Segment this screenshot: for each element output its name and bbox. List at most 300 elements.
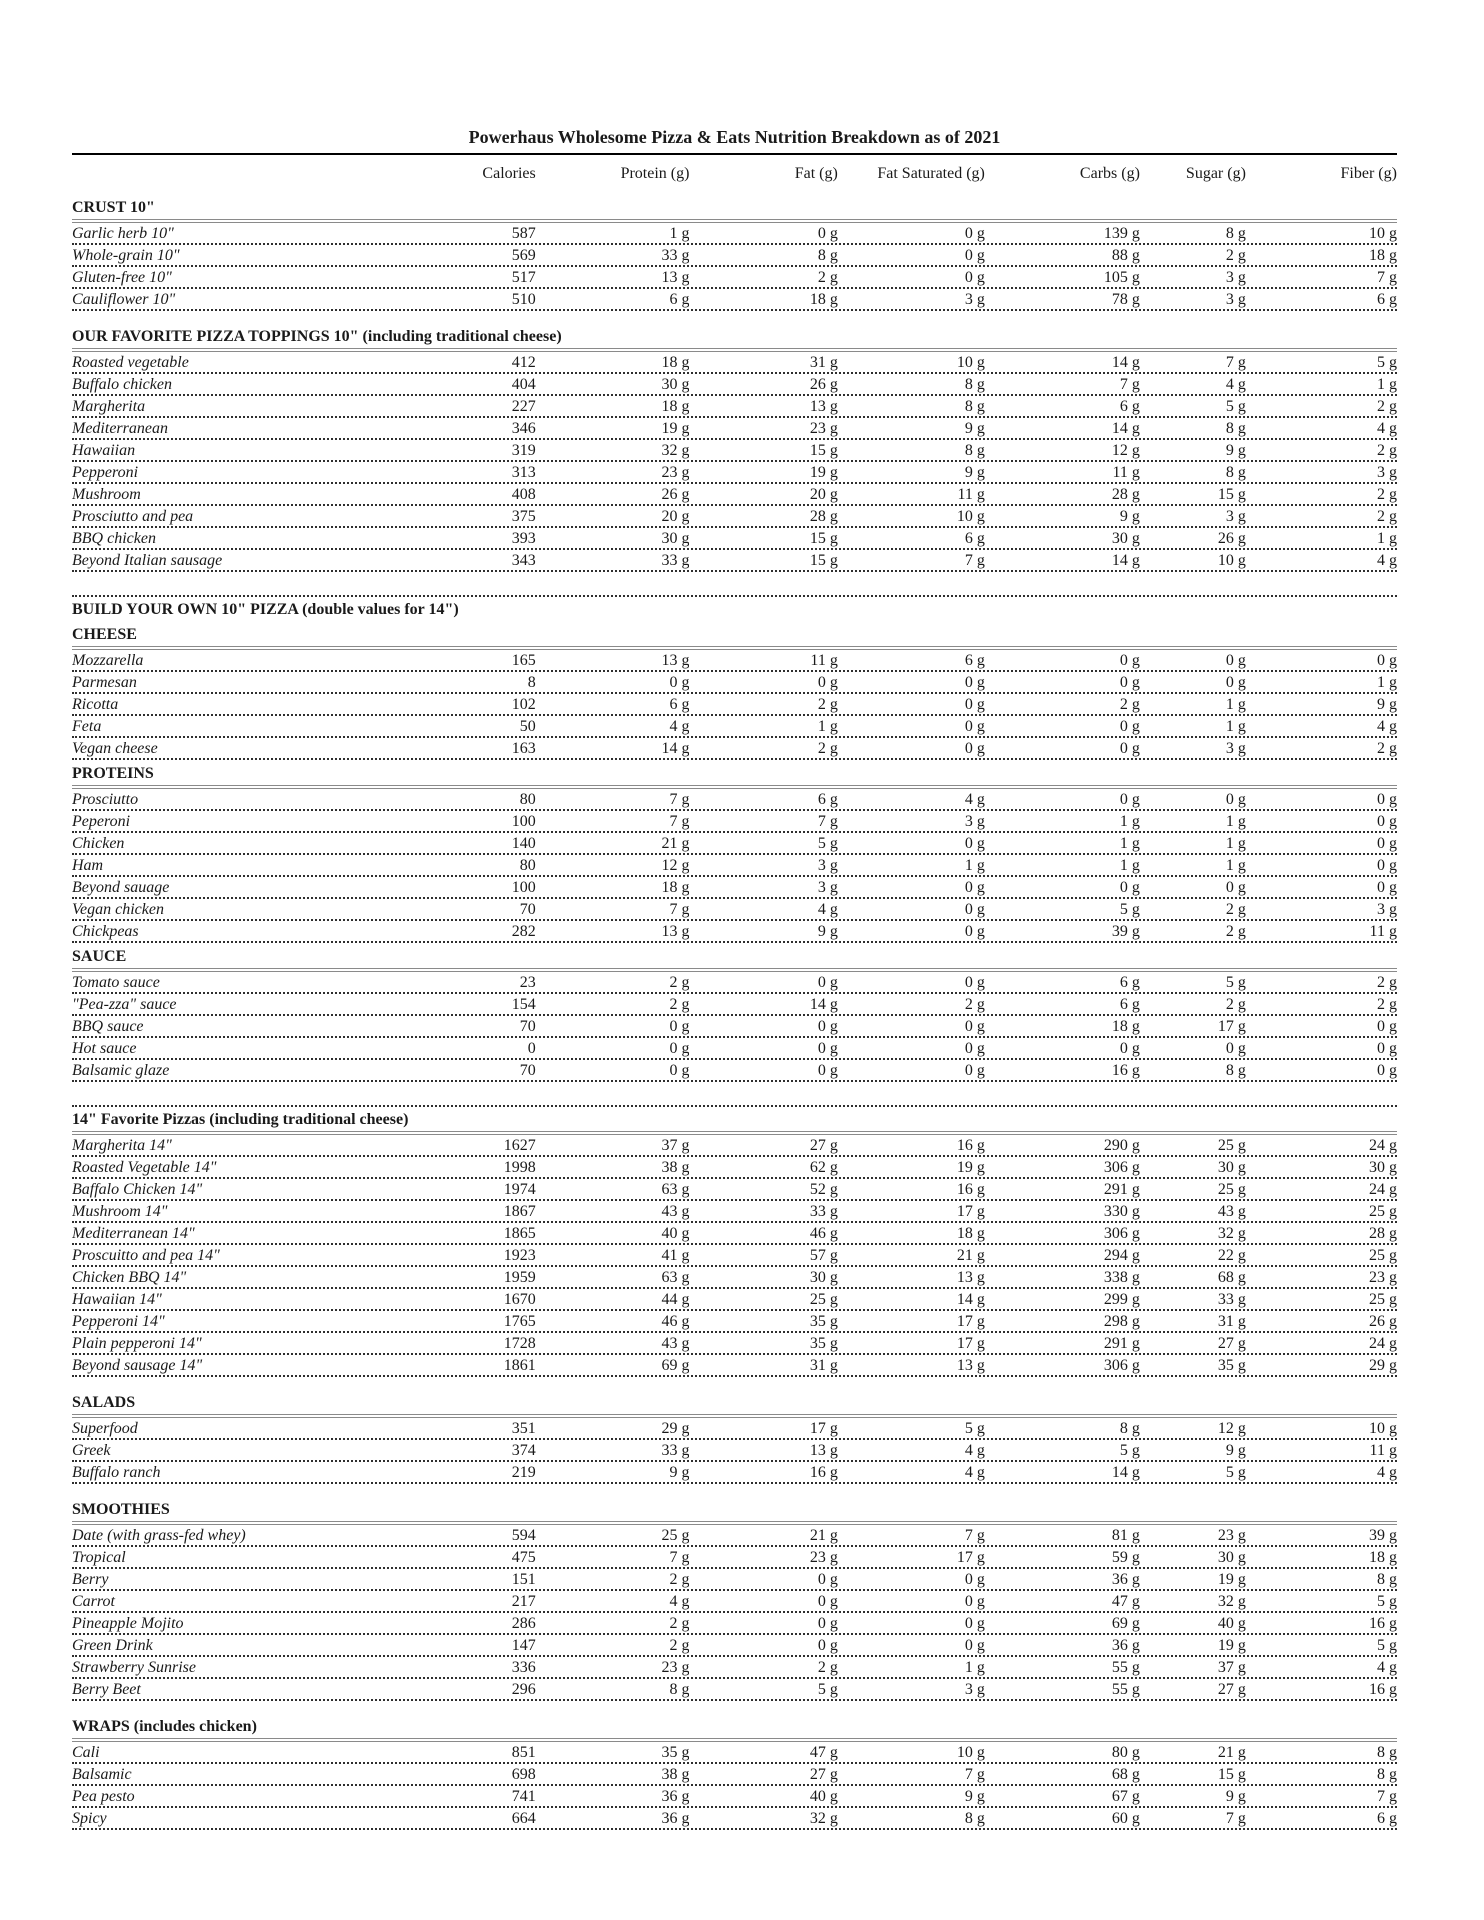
value-protein-g: 44 g	[661, 1291, 690, 1308]
value-sugar-g: 26 g	[1217, 530, 1246, 547]
section-sauce	[72, 945, 1397, 1082]
item-name: Hawaiian	[72, 442, 136, 459]
value-calories: 286	[511, 1615, 536, 1632]
table-row	[72, 1742, 1397, 1764]
value-fat-saturated-g: 0 g	[964, 269, 985, 286]
value-sugar-g: 15 g	[1217, 486, 1246, 503]
value-fat-saturated-g: 4 g	[964, 1464, 985, 1481]
value-carbs-g: 139 g	[1103, 225, 1140, 242]
value-fat-saturated-g: 0 g	[964, 901, 985, 918]
value-sugar-g: 10 g	[1217, 552, 1246, 569]
value-calories: 227	[511, 398, 536, 415]
value-calories: 408	[511, 486, 536, 503]
value-fiber-g: 25 g	[1368, 1203, 1397, 1220]
table-row	[72, 462, 1397, 484]
value-protein-g: 2 g	[669, 974, 690, 991]
value-sugar-g: 12 g	[1217, 1420, 1246, 1437]
value-fiber-g: 11 g	[1369, 923, 1397, 940]
value-fiber-g: 11 g	[1369, 1442, 1397, 1459]
section-14-favorite-pizzas-including-traditional-cheese	[72, 1105, 1397, 1377]
value-carbs-g: 306 g	[1103, 1357, 1140, 1374]
value-fiber-g: 7 g	[1376, 269, 1397, 286]
table-row	[72, 1016, 1397, 1038]
value-fiber-g: 2 g	[1376, 996, 1397, 1013]
table-row	[72, 528, 1397, 550]
value-fiber-g: 28 g	[1368, 1225, 1397, 1242]
value-carbs-g: 306 g	[1103, 1225, 1140, 1242]
value-fat-saturated-g: 7 g	[964, 1766, 985, 1783]
item-name: Beyond sausage 14"	[72, 1357, 203, 1374]
value-fiber-g: 0 g	[1376, 1062, 1397, 1079]
value-fat-saturated-g: 18 g	[956, 1225, 985, 1242]
value-sugar-g: 0 g	[1225, 674, 1246, 691]
value-carbs-g: 18 g	[1111, 1018, 1140, 1035]
value-calories: 0	[527, 1040, 536, 1057]
value-carbs-g: 39 g	[1111, 923, 1140, 940]
table-row	[72, 1179, 1397, 1201]
item-name: Peperoni	[72, 813, 131, 830]
value-sugar-g: 19 g	[1217, 1637, 1246, 1654]
table-row	[72, 833, 1397, 855]
value-sugar-g: 1 g	[1225, 696, 1246, 713]
value-carbs-g: 299 g	[1103, 1291, 1140, 1308]
value-sugar-g: 23 g	[1217, 1527, 1246, 1544]
value-calories: 510	[511, 291, 536, 308]
item-name: Chickpeas	[72, 923, 139, 940]
value-fat-saturated-g: 0 g	[964, 923, 985, 940]
value-carbs-g: 291 g	[1103, 1181, 1140, 1198]
section-build-your-own-10-pizza-double-values-for-14	[72, 595, 1397, 621]
item-name: Feta	[72, 718, 102, 735]
item-name: Gluten-free 10"	[72, 269, 172, 286]
value-sugar-g: 9 g	[1225, 1788, 1246, 1805]
value-calories: 296	[511, 1681, 536, 1698]
value-fat-g: 19 g	[809, 464, 838, 481]
value-sugar-g: 40 g	[1217, 1615, 1246, 1632]
value-fat-saturated-g: 0 g	[964, 879, 985, 896]
item-name: Carrot	[72, 1593, 115, 1610]
value-carbs-g: 81 g	[1111, 1527, 1140, 1544]
item-name: Mushroom 14"	[72, 1203, 168, 1220]
value-fiber-g: 16 g	[1368, 1615, 1397, 1632]
table-row	[72, 694, 1397, 716]
value-carbs-g: 0 g	[1119, 674, 1140, 691]
value-fiber-g: 0 g	[1376, 835, 1397, 852]
value-carbs-g: 6 g	[1119, 996, 1140, 1013]
section-header: 14" Favorite Pizzas (including traditional cheese)	[72, 1108, 1397, 1135]
value-sugar-g: 35 g	[1217, 1357, 1246, 1374]
value-carbs-g: 16 g	[1111, 1062, 1140, 1079]
value-fat-saturated-g: 0 g	[964, 1593, 985, 1610]
value-calories: 374	[511, 1442, 536, 1459]
value-fat-saturated-g: 4 g	[964, 791, 985, 808]
value-carbs-g: 69 g	[1111, 1615, 1140, 1632]
value-calories: 475	[511, 1549, 536, 1566]
value-fiber-g: 4 g	[1376, 420, 1397, 437]
value-calories: 587	[511, 225, 536, 242]
column-header-fat-saturated-g: Fat Saturated (g)	[877, 165, 985, 182]
value-fiber-g: 24 g	[1368, 1181, 1397, 1198]
value-calories: 594	[511, 1527, 536, 1544]
value-protein-g: 7 g	[669, 791, 690, 808]
item-name: Strawberry Sunrise	[72, 1659, 196, 1676]
value-fat-saturated-g: 7 g	[964, 1527, 985, 1544]
table-row	[72, 1613, 1397, 1635]
value-protein-g: 25 g	[661, 1527, 690, 1544]
value-calories: 1865	[503, 1225, 536, 1242]
section-crust-10	[72, 196, 1397, 311]
value-sugar-g: 9 g	[1225, 442, 1246, 459]
item-name: Chicken	[72, 835, 125, 852]
item-name: Superfood	[72, 1420, 138, 1437]
value-fiber-g: 1 g	[1376, 376, 1397, 393]
value-carbs-g: 59 g	[1111, 1549, 1140, 1566]
value-calories: 351	[511, 1420, 536, 1437]
item-name: Date (with grass-fed whey)	[72, 1527, 246, 1544]
item-name: Berry Beet	[72, 1681, 141, 1698]
value-fiber-g: 4 g	[1376, 552, 1397, 569]
item-name: Pea pesto	[72, 1788, 135, 1805]
value-calories: 1974	[503, 1181, 536, 1198]
nutrition-table	[72, 153, 1397, 1830]
value-sugar-g: 1 g	[1225, 718, 1246, 735]
value-sugar-g: 8 g	[1225, 464, 1246, 481]
value-fat-g: 30 g	[809, 1269, 838, 1286]
value-protein-g: 18 g	[661, 398, 690, 415]
value-fiber-g: 4 g	[1376, 718, 1397, 735]
value-calories: 412	[511, 354, 536, 371]
value-fat-g: 15 g	[809, 442, 838, 459]
item-name: Hawaiian 14"	[72, 1291, 162, 1308]
value-sugar-g: 0 g	[1225, 652, 1246, 669]
section-header: SALADS	[72, 1391, 1397, 1418]
value-protein-g: 20 g	[661, 508, 690, 525]
value-protein-g: 12 g	[661, 857, 690, 874]
table-row	[72, 223, 1397, 245]
value-fiber-g: 0 g	[1376, 879, 1397, 896]
value-calories: 664	[511, 1810, 536, 1827]
table-row	[72, 289, 1397, 311]
value-carbs-g: 14 g	[1111, 552, 1140, 569]
value-protein-g: 4 g	[669, 1593, 690, 1610]
value-sugar-g: 27 g	[1217, 1681, 1246, 1698]
value-fat-saturated-g: 9 g	[964, 1788, 985, 1805]
item-name: Ricotta	[72, 696, 119, 713]
item-name: Spicy	[72, 1810, 107, 1827]
value-fat-g: 33 g	[809, 1203, 838, 1220]
value-protein-g: 30 g	[661, 376, 690, 393]
value-calories: 1765	[503, 1313, 536, 1330]
value-fat-saturated-g: 9 g	[964, 420, 985, 437]
value-fat-g: 27 g	[809, 1137, 838, 1154]
section-our-favorite-pizza-toppings-10-including-traditional-cheese	[72, 325, 1397, 572]
value-fat-g: 46 g	[809, 1225, 838, 1242]
value-calories: 569	[511, 247, 536, 264]
value-fat-g: 25 g	[809, 1291, 838, 1308]
table-row	[72, 1547, 1397, 1569]
item-name: Cauliflower 10"	[72, 291, 176, 308]
value-protein-g: 36 g	[661, 1810, 690, 1827]
value-calories: 100	[511, 879, 536, 896]
item-name: Pepperoni 14"	[72, 1313, 165, 1330]
table-row	[72, 972, 1397, 994]
value-fat-saturated-g: 17 g	[956, 1549, 985, 1566]
value-fiber-g: 24 g	[1368, 1137, 1397, 1154]
value-fat-saturated-g: 1 g	[964, 1659, 985, 1676]
value-protein-g: 33 g	[661, 247, 690, 264]
value-carbs-g: 68 g	[1111, 1766, 1140, 1783]
value-fat-saturated-g: 0 g	[964, 718, 985, 735]
value-fiber-g: 1 g	[1376, 674, 1397, 691]
value-fat-saturated-g: 0 g	[964, 740, 985, 757]
value-fiber-g: 0 g	[1376, 857, 1397, 874]
value-fat-g: 16 g	[809, 1464, 838, 1481]
value-protein-g: 9 g	[669, 1464, 690, 1481]
value-fat-g: 27 g	[809, 1766, 838, 1783]
value-sugar-g: 7 g	[1225, 354, 1246, 371]
value-fat-g: 57 g	[809, 1247, 838, 1264]
value-sugar-g: 3 g	[1225, 740, 1246, 757]
value-protein-g: 4 g	[669, 718, 690, 735]
value-carbs-g: 330 g	[1103, 1203, 1140, 1220]
value-fat-g: 9 g	[817, 923, 838, 940]
table-row	[72, 899, 1397, 921]
value-protein-g: 40 g	[661, 1225, 690, 1242]
item-name: Mozzarella	[72, 652, 144, 669]
value-fat-g: 62 g	[809, 1159, 838, 1176]
value-fat-g: 13 g	[809, 398, 838, 415]
value-sugar-g: 30 g	[1217, 1159, 1246, 1176]
value-carbs-g: 1 g	[1119, 857, 1140, 874]
value-fat-g: 23 g	[809, 420, 838, 437]
item-name: Mediterranean 14"	[72, 1225, 195, 1242]
value-fiber-g: 25 g	[1368, 1291, 1397, 1308]
value-sugar-g: 25 g	[1217, 1137, 1246, 1154]
table-row	[72, 1679, 1397, 1701]
value-fiber-g: 4 g	[1376, 1659, 1397, 1676]
value-fiber-g: 8 g	[1376, 1571, 1397, 1588]
section-header: PROTEINS	[72, 762, 1397, 789]
value-fat-g: 0 g	[817, 1062, 838, 1079]
section-salads	[72, 1391, 1397, 1484]
value-protein-g: 18 g	[661, 879, 690, 896]
table-row	[72, 1635, 1397, 1657]
value-calories: 165	[511, 652, 536, 669]
value-sugar-g: 1 g	[1225, 857, 1246, 874]
item-name: Buffalo chicken	[72, 376, 172, 393]
item-name: Beyond sauage	[72, 879, 170, 896]
table-row	[72, 440, 1397, 462]
value-calories: 100	[511, 813, 536, 830]
value-calories: 1861	[503, 1357, 536, 1374]
value-protein-g: 6 g	[669, 291, 690, 308]
value-protein-g: 43 g	[661, 1203, 690, 1220]
table-row	[72, 396, 1397, 418]
column-header-sugar-g: Sugar (g)	[1185, 165, 1246, 182]
value-carbs-g: 12 g	[1111, 442, 1140, 459]
value-fat-saturated-g: 1 g	[964, 857, 985, 874]
value-fat-saturated-g: 0 g	[964, 225, 985, 242]
table-row	[72, 1808, 1397, 1830]
table-row	[72, 855, 1397, 877]
value-fat-saturated-g: 8 g	[964, 398, 985, 415]
value-fat-g: 32 g	[809, 1810, 838, 1827]
value-carbs-g: 67 g	[1111, 1788, 1140, 1805]
value-fat-g: 0 g	[817, 1637, 838, 1654]
value-fat-g: 0 g	[817, 1040, 838, 1057]
value-protein-g: 38 g	[661, 1766, 690, 1783]
table-row	[72, 550, 1397, 572]
value-fat-saturated-g: 0 g	[964, 1571, 985, 1588]
value-calories: 8	[527, 674, 536, 691]
value-sugar-g: 0 g	[1225, 1040, 1246, 1057]
value-fat-saturated-g: 0 g	[964, 247, 985, 264]
value-carbs-g: 14 g	[1111, 354, 1140, 371]
value-calories: 698	[511, 1766, 536, 1783]
value-protein-g: 13 g	[661, 652, 690, 669]
page-title: Powerhaus Wholesome Pizza & Eats Nutrition Breakdown as of 2021	[468, 127, 1001, 147]
value-carbs-g: 6 g	[1119, 974, 1140, 991]
value-fiber-g: 8 g	[1376, 1766, 1397, 1783]
value-fat-saturated-g: 13 g	[956, 1269, 985, 1286]
value-calories: 1998	[503, 1159, 536, 1176]
table-row	[72, 1418, 1397, 1440]
value-fat-g: 2 g	[817, 269, 838, 286]
table-row	[72, 994, 1397, 1016]
item-name: Hot sauce	[72, 1040, 137, 1057]
value-protein-g: 0 g	[669, 1018, 690, 1035]
value-protein-g: 33 g	[661, 552, 690, 569]
item-name: Baffalo Chicken 14"	[72, 1181, 203, 1198]
value-carbs-g: 47 g	[1111, 1593, 1140, 1610]
value-fiber-g: 7 g	[1376, 1788, 1397, 1805]
value-calories: 102	[511, 696, 536, 713]
value-fiber-g: 2 g	[1376, 486, 1397, 503]
value-fat-saturated-g: 17 g	[956, 1313, 985, 1330]
table-row	[72, 921, 1397, 943]
value-fat-g: 0 g	[817, 1018, 838, 1035]
value-carbs-g: 105 g	[1103, 269, 1140, 286]
value-protein-g: 36 g	[661, 1788, 690, 1805]
value-fat-g: 28 g	[809, 508, 838, 525]
value-protein-g: 2 g	[669, 1637, 690, 1654]
value-carbs-g: 294 g	[1103, 1247, 1140, 1264]
value-protein-g: 7 g	[669, 813, 690, 830]
value-fat-g: 6 g	[817, 791, 838, 808]
value-protein-g: 14 g	[661, 740, 690, 757]
value-carbs-g: 88 g	[1111, 247, 1140, 264]
value-sugar-g: 8 g	[1225, 1062, 1246, 1079]
value-protein-g: 63 g	[661, 1269, 690, 1286]
value-fiber-g: 10 g	[1368, 1420, 1397, 1437]
value-fiber-g: 0 g	[1376, 813, 1397, 830]
table-row	[72, 1157, 1397, 1179]
table-row	[72, 1267, 1397, 1289]
value-fat-g: 35 g	[809, 1335, 838, 1352]
value-fat-g: 20 g	[809, 486, 838, 503]
value-fiber-g: 39 g	[1368, 1527, 1397, 1544]
value-fat-g: 15 g	[809, 552, 838, 569]
value-fat-saturated-g: 2 g	[964, 996, 985, 1013]
column-header-protein-g: Protein (g)	[620, 165, 690, 182]
section-header: CHEESE	[72, 623, 1397, 650]
value-fiber-g: 8 g	[1376, 1744, 1397, 1761]
value-protein-g: 37 g	[661, 1137, 690, 1154]
value-fat-g: 4 g	[817, 901, 838, 918]
section-smoothies	[72, 1498, 1397, 1701]
value-fat-saturated-g: 8 g	[964, 442, 985, 459]
value-protein-g: 46 g	[661, 1313, 690, 1330]
value-sugar-g: 3 g	[1225, 508, 1246, 525]
value-fat-g: 21 g	[809, 1527, 838, 1544]
item-name: Tropical	[72, 1549, 126, 1566]
value-sugar-g: 19 g	[1217, 1571, 1246, 1588]
item-name: Plain pepperoni 14"	[72, 1335, 202, 1352]
table-row	[72, 1289, 1397, 1311]
value-fiber-g: 2 g	[1376, 740, 1397, 757]
value-fat-g: 1 g	[817, 718, 838, 735]
value-sugar-g: 37 g	[1217, 1659, 1246, 1676]
item-name: Margherita	[72, 398, 146, 415]
value-fat-g: 5 g	[817, 835, 838, 852]
value-fiber-g: 18 g	[1368, 1549, 1397, 1566]
value-carbs-g: 5 g	[1119, 901, 1140, 918]
value-fat-saturated-g: 5 g	[964, 1420, 985, 1437]
table-row	[72, 1591, 1397, 1613]
value-carbs-g: 8 g	[1119, 1420, 1140, 1437]
item-name: Green Drink	[72, 1637, 153, 1654]
value-protein-g: 32 g	[661, 442, 690, 459]
value-fiber-g: 30 g	[1368, 1159, 1397, 1176]
table-row	[72, 738, 1397, 760]
value-calories: 217	[511, 1593, 536, 1610]
value-fiber-g: 5 g	[1376, 1637, 1397, 1654]
value-fat-g: 2 g	[817, 740, 838, 757]
value-fat-g: 3 g	[817, 857, 838, 874]
value-fiber-g: 18 g	[1368, 247, 1397, 264]
item-name: Mushroom	[72, 486, 141, 503]
value-sugar-g: 3 g	[1225, 291, 1246, 308]
value-fat-g: 0 g	[817, 674, 838, 691]
value-fat-saturated-g: 0 g	[964, 1615, 985, 1632]
value-fat-g: 2 g	[817, 1659, 838, 1676]
value-calories: 1959	[503, 1269, 536, 1286]
item-name: Berry	[72, 1571, 109, 1588]
value-sugar-g: 43 g	[1217, 1203, 1246, 1220]
column-header-calories: Calories	[482, 165, 536, 182]
column-header-fat-g: Fat (g)	[794, 165, 838, 182]
value-fat-saturated-g: 8 g	[964, 376, 985, 393]
value-sugar-g: 5 g	[1225, 974, 1246, 991]
table-row	[72, 811, 1397, 833]
value-protein-g: 0 g	[669, 1040, 690, 1057]
value-calories: 1923	[503, 1247, 536, 1264]
value-fat-saturated-g: 3 g	[964, 813, 985, 830]
value-protein-g: 7 g	[669, 901, 690, 918]
value-fat-saturated-g: 0 g	[964, 974, 985, 991]
value-protein-g: 21 g	[661, 835, 690, 852]
value-fat-saturated-g: 8 g	[964, 1810, 985, 1827]
value-carbs-g: 0 g	[1119, 1040, 1140, 1057]
value-protein-g: 0 g	[669, 674, 690, 691]
value-sugar-g: 31 g	[1217, 1313, 1246, 1330]
value-carbs-g: 6 g	[1119, 398, 1140, 415]
value-carbs-g: 0 g	[1119, 740, 1140, 757]
value-sugar-g: 30 g	[1217, 1549, 1246, 1566]
item-name: Chicken BBQ 14"	[72, 1269, 187, 1286]
value-carbs-g: 55 g	[1111, 1659, 1140, 1676]
table-row	[72, 1525, 1397, 1547]
